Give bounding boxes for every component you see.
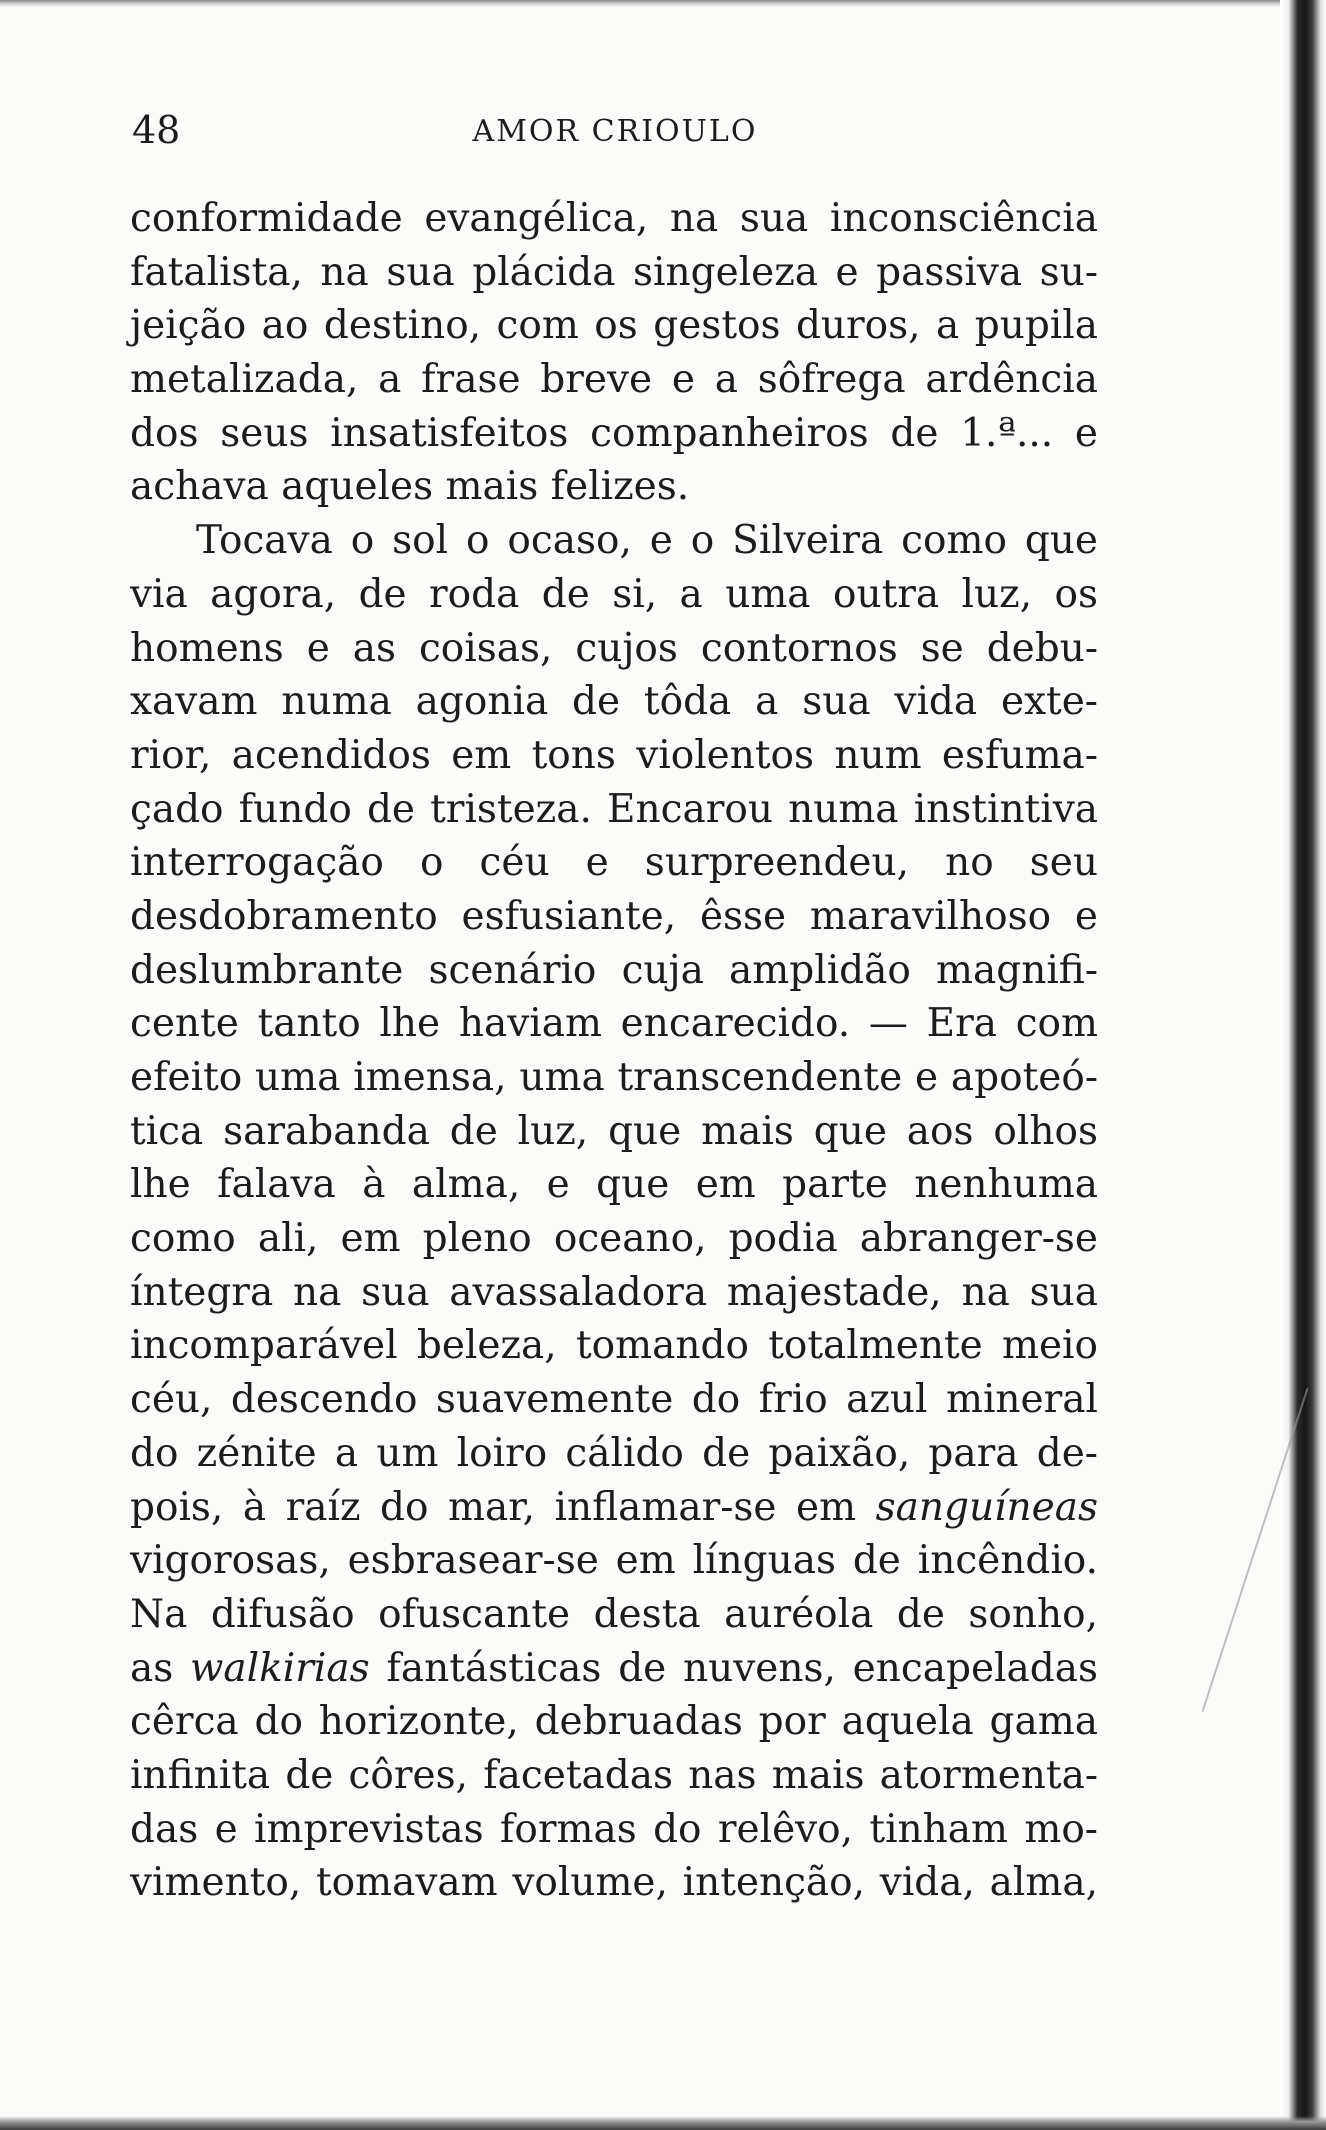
text-line: deslumbrante scenário cuja amplidão magnifi- bbox=[130, 947, 1098, 993]
page-number: 48 bbox=[132, 108, 181, 152]
text-line: xavam numa agonia de tôda a sua vida exte- bbox=[130, 679, 1098, 725]
text-line: cêrca do horizonte, debruadas por aquela gama bbox=[130, 1699, 1098, 1745]
text-line: interrogação o céu e surpreendeu, no seu bbox=[130, 840, 1098, 886]
page-header bbox=[130, 108, 1100, 158]
text-line: çado fundo de tristeza. Encarou numa instintiva bbox=[130, 786, 1098, 832]
text-line: das e imprevistas formas do relêvo, tinham mo- bbox=[130, 1806, 1098, 1852]
text-line: lhe falava à alma, e que em parte nenhuma bbox=[130, 1162, 1098, 1208]
text-line: Tocava o sol o ocaso, e o Silveira como que bbox=[196, 518, 1098, 564]
text-line: incomparável beleza, tomando totalmente meio bbox=[130, 1323, 1098, 1369]
italic-word: sanguíneas bbox=[875, 1484, 1098, 1530]
text-line bbox=[130, 1642, 1098, 1696]
text-line: dos seus insatisfeitos companheiros de 1.ª... e bbox=[130, 410, 1098, 456]
text-line: íntegra na sua avassaladora majestade, na sua bbox=[130, 1269, 1098, 1315]
text-line: conformidade evangélica, na sua inconsciência bbox=[130, 196, 1098, 241]
text-line: rior, acendidos em tons violentos num esfuma- bbox=[130, 732, 1098, 778]
running-title: AMOR CRIOULO bbox=[472, 114, 758, 149]
book-spine-shadow bbox=[1280, 0, 1326, 2130]
text-line: Na difusão ofuscante desta auréola de sonho, bbox=[130, 1591, 1098, 1637]
text-line: do zénite a um loiro cálido de paixão, para de- bbox=[130, 1430, 1098, 1476]
text-line: vimento, tomavam volume, intenção, vida, alma, bbox=[130, 1860, 1098, 1906]
text-line: desdobramento esfusiante, êsse maravilhoso e bbox=[130, 893, 1098, 939]
text-line: metalizada, a frase breve e a sôfrega ardência bbox=[130, 357, 1098, 403]
body-text bbox=[130, 192, 1098, 1910]
text-line: via agora, de roda de si, a uma outra luz, os bbox=[130, 571, 1098, 617]
text-line: jeição ao destino, com os gestos duros, a pupila bbox=[130, 303, 1098, 349]
text-segment: as bbox=[130, 1645, 191, 1691]
text-line: cente tanto lhe haviam encarecido. — Era com bbox=[130, 1001, 1098, 1047]
text-line: homens e as coisas, cujos contornos se debu- bbox=[130, 625, 1098, 671]
text-line: céu, descendo suavemente do frio azul mineral bbox=[130, 1377, 1098, 1423]
text-line: como ali, em pleno oceano, podia abranger-se bbox=[130, 1216, 1098, 1262]
text-line: tica sarabanda de luz, que mais que aos olhos bbox=[130, 1108, 1098, 1154]
text-line: fatalista, na sua plácida singeleza e passiva su- bbox=[130, 249, 1098, 295]
text-segment: pois, à raíz do mar, inflamar-se em bbox=[130, 1484, 876, 1530]
text-line: efeito uma imensa, uma transcendente e apoteó- bbox=[130, 1055, 1098, 1100]
text-line: infinita de côres, facetadas nas mais atormenta- bbox=[130, 1752, 1098, 1798]
text-line: vigorosas, esbrasear-se em línguas de incêndio. bbox=[130, 1538, 1098, 1584]
italic-word: walkirias bbox=[190, 1645, 370, 1691]
scan-bottom-edge bbox=[0, 2116, 1326, 2130]
text-segment: fantásticas de nuvens, encapeladas bbox=[369, 1645, 1098, 1691]
scan-top-edge bbox=[0, 0, 1326, 7]
text-line: achava aqueles mais felizes. bbox=[130, 464, 690, 510]
text-line bbox=[130, 1481, 1098, 1535]
